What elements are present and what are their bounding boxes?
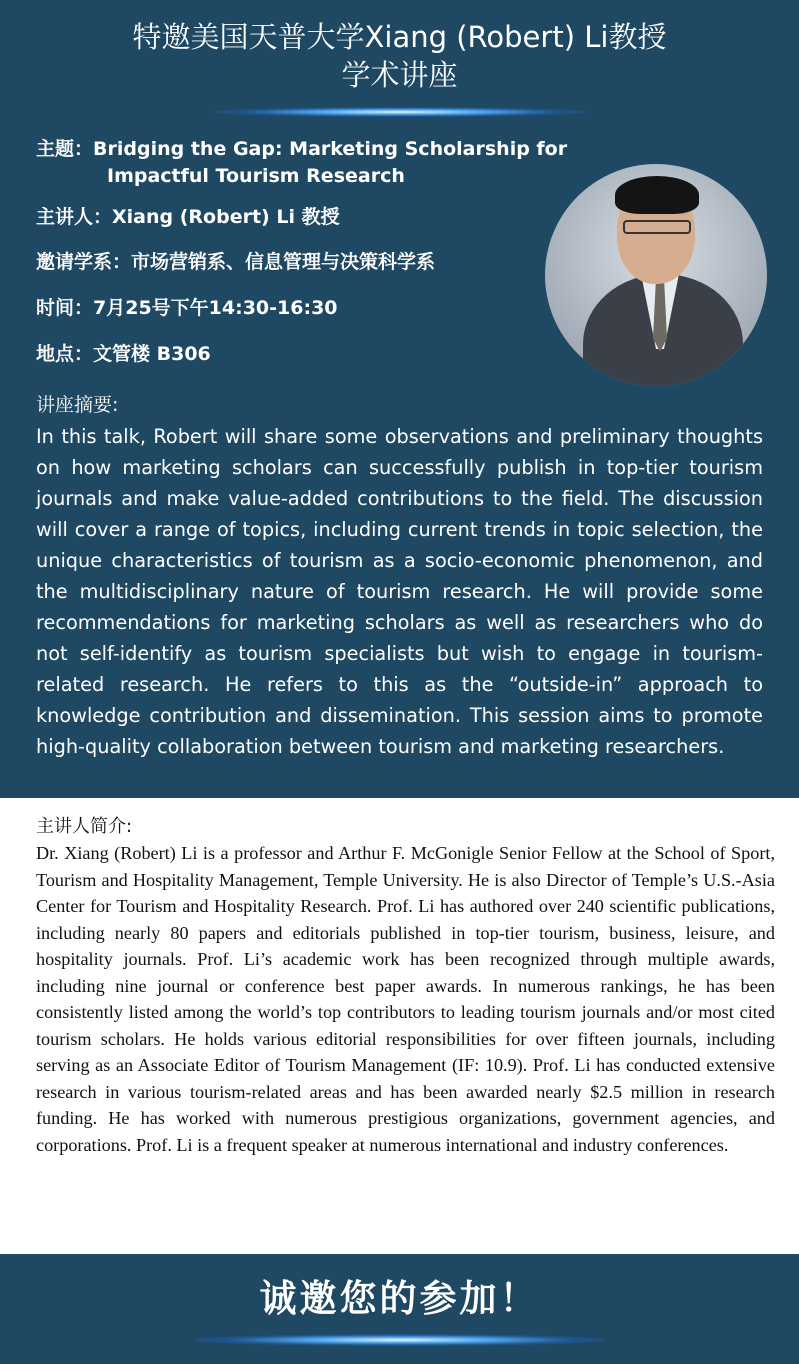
place-value: 文管楼 B306 <box>93 343 211 365</box>
bio-text: Dr. Xiang (Robert) Li is a professor and Arthur F. McGonigle Senior Fellow at the School of Sport, Tourism and Hospitality Management, Temple University. He is also Director of Temple’s U.S.-Asia Center for Tourism and Hospitality Research. Prof. Li has authored over 240 scientific publications, including nearly 80 papers and editorials published in top-tier tourism, business, leisure, and hospitality journals. Prof. Li’s academic work has been recognized through multiple awards, including nine journal or conference best paper awards. In numerous rankings, he has been consistently listed among the world’s top contributors to leading tourism journals and/or most cited tourism scholars. He holds various editorial responsibilities for over fifteen journals, including serving as an Associate Editor of Tourism Management (IF: 10.9). Prof. Li has conducted extensive research in various tourism-related areas and has been awarded nearly $2.5 million in research funding. He has worked with numerous prestigious organizations, government agencies, and corporations. Prof. Li is a frequent speaker at numerous international and industry conferences. <box>36 843 775 1155</box>
place-row <box>36 341 211 368</box>
footer-invitation: 诚邀您的参加！ <box>259 1277 540 1320</box>
title-glow-divider <box>215 107 585 117</box>
subject-line-1: Bridging the Gap: Marketing Scholarship for <box>93 138 568 160</box>
footer-panel <box>0 1254 799 1364</box>
speaker-row <box>36 204 340 231</box>
department-label: 邀请学系： <box>36 251 132 273</box>
time-row <box>36 295 338 322</box>
subject-row <box>36 136 596 190</box>
photo-hair <box>615 176 699 214</box>
speaker-photo <box>545 164 767 386</box>
page-title <box>0 18 799 94</box>
speaker-value: Xiang (Robert) Li 教授 <box>112 206 340 228</box>
department-value: 市场营销系、信息管理与决策科学系 <box>131 251 436 273</box>
place-label: 地点： <box>36 343 94 365</box>
speaker-label: 主讲人： <box>36 206 113 228</box>
abstract-text: In this talk, Robert will share some observations and preliminary thoughts on how marketing scholars can successfully publish in top-tier tourism journals and make value-added contributions to the field. The discussion will cover a range of topics, including current trends in topic selection, the unique characteristics of tourism as a socio-economic phenomenon, and the multidisciplinary nature of tourism research. He will provide some recommendations for marketing scholars as well as researchers who do not self-identify as tourism specialists but wish to engage in tourism-related research. He refers to this as the “outside-in” approach to knowledge contribution and dissemination. This session aims to promote high-quality collaboration between tourism and marketing researchers. <box>36 425 763 758</box>
subject-line-2: Impactful Tourism Research <box>107 165 405 187</box>
department-row <box>36 249 435 276</box>
title-line-1: 特邀美国天普大学Xiang (Robert) Li教授 <box>132 20 667 54</box>
title-line-2: 学术讲座 <box>341 58 458 92</box>
photo-glasses <box>623 220 691 234</box>
footer-glow-divider <box>195 1334 605 1346</box>
abstract-heading: 讲座摘要: <box>36 394 119 416</box>
bio-heading: 主讲人简介: <box>36 816 133 837</box>
time-value: 7月25号下午14:30-16:30 <box>93 297 338 319</box>
subject-label: 主题： <box>36 138 94 160</box>
time-label: 时间： <box>36 297 94 319</box>
